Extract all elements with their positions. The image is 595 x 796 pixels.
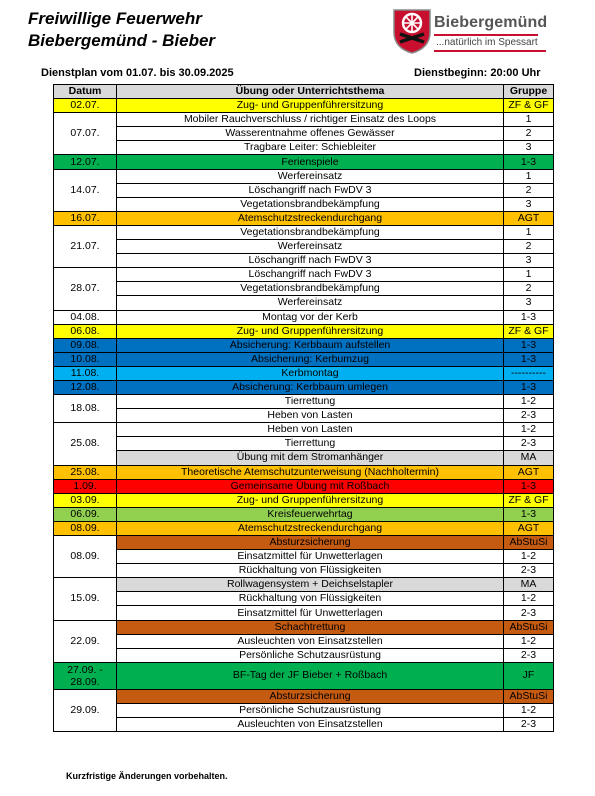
group-cell: ----------	[504, 366, 554, 380]
table-row	[54, 465, 554, 479]
topic-cell: Persönliche Schutzausrüstung	[117, 703, 504, 717]
date-cell: 12.07.	[54, 155, 117, 169]
table-row	[54, 338, 554, 352]
table-row	[54, 606, 554, 620]
topic-cell: Vegetationsbrandbekämpfung	[117, 225, 504, 239]
table-row	[54, 197, 554, 211]
topic-cell: Tierrettung	[117, 437, 504, 451]
start-time: Dienstbeginn: 20:00 Uhr	[414, 67, 541, 79]
table-row	[54, 155, 554, 169]
date-cell: 09.08.	[54, 338, 117, 352]
date-cell: 02.07.	[54, 99, 117, 113]
topic-cell: Absicherung: Kerbbaum aufstellen	[117, 338, 504, 352]
group-cell: MA	[504, 451, 554, 465]
plan-period: Dienstplan vom 01.07. bis 30.09.2025	[41, 67, 234, 79]
topic-cell: Montag vor der Kerb	[117, 310, 504, 324]
footer-note: Kurzfristige Änderungen vorbehalten.	[66, 771, 228, 781]
topic-cell: Zug- und Gruppenführersitzung	[117, 99, 504, 113]
table-row	[54, 592, 554, 606]
group-cell: 3	[504, 254, 554, 268]
group-cell: 2-3	[504, 606, 554, 620]
topic-cell: Tragbare Leiter: Schiebleiter	[117, 141, 504, 155]
table-row	[54, 254, 554, 268]
coat-of-arms-icon	[392, 8, 432, 54]
group-cell: 2	[504, 282, 554, 296]
logo-underline	[434, 50, 546, 52]
table-row	[54, 634, 554, 648]
topic-cell: Heben von Lasten	[117, 423, 504, 437]
date-cell: 25.08.	[54, 423, 117, 465]
group-cell: MA	[504, 578, 554, 592]
table-row	[54, 507, 554, 521]
date-cell: 15.09.	[54, 578, 117, 620]
table-row	[54, 127, 554, 141]
table-row	[54, 240, 554, 254]
table-row	[54, 225, 554, 239]
topic-cell: Werfereinsatz	[117, 296, 504, 310]
date-cell: 1.09.	[54, 479, 117, 493]
date-cell: 08.09.	[54, 536, 117, 578]
group-cell: 3	[504, 141, 554, 155]
topic-cell: Zug- und Gruppenführersitzung	[117, 324, 504, 338]
date-cell: 06.08.	[54, 324, 117, 338]
column-header-group: Gruppe	[504, 85, 554, 99]
group-cell: ZF & GF	[504, 99, 554, 113]
title-line-1: Freiwillige Feuerwehr	[28, 9, 202, 28]
group-cell: 1-3	[504, 155, 554, 169]
topic-cell: Schachtrettung	[117, 620, 504, 634]
table-row	[54, 183, 554, 197]
topic-cell: Werfereinsatz	[117, 240, 504, 254]
table-row	[54, 564, 554, 578]
group-cell: AbStuSi	[504, 689, 554, 703]
date-cell: 04.08.	[54, 310, 117, 324]
date-cell: 25.08.	[54, 465, 117, 479]
topic-cell: Übung mit dem Stromanhänger	[117, 451, 504, 465]
topic-cell: Theoretische Atemschutzunterweisung (Nachholtermin)	[117, 465, 504, 479]
table-row	[54, 113, 554, 127]
table-row	[54, 648, 554, 662]
topic-cell: Atemschutzstreckendurchgang	[117, 211, 504, 225]
topic-cell: Absicherung: Kerbbaum umlegen	[117, 380, 504, 394]
group-cell: 1-3	[504, 380, 554, 394]
date-cell: 18.08.	[54, 395, 117, 423]
group-cell: 1	[504, 113, 554, 127]
topic-cell: Rollwagensystem + Deichselstapler	[117, 578, 504, 592]
group-cell: ZF & GF	[504, 493, 554, 507]
topic-cell: Einsatzmittel für Unwetterlagen	[117, 606, 504, 620]
municipality-logo	[388, 6, 560, 58]
date-cell: 07.07.	[54, 113, 117, 155]
table-row	[54, 536, 554, 550]
group-cell: 1-2	[504, 703, 554, 717]
group-cell: 1-2	[504, 592, 554, 606]
topic-cell: Kreisfeuerwehrtag	[117, 507, 504, 521]
table-row	[54, 310, 554, 324]
date-cell: 14.07.	[54, 169, 117, 211]
topic-cell: Vegetationsbrandbekämpfung	[117, 197, 504, 211]
group-cell: AGT	[504, 465, 554, 479]
table-header-row	[54, 85, 554, 99]
group-cell: AbStuSi	[504, 536, 554, 550]
topic-cell: Ferienspiele	[117, 155, 504, 169]
topic-cell: Ausleuchten von Einsatzstellen	[117, 718, 504, 732]
group-cell: AGT	[504, 211, 554, 225]
date-cell: 21.07.	[54, 225, 117, 267]
group-cell: 1-2	[504, 550, 554, 564]
group-cell: 2	[504, 240, 554, 254]
table-row	[54, 296, 554, 310]
table-row	[54, 578, 554, 592]
topic-cell: Ausleuchten von Einsatzstellen	[117, 634, 504, 648]
group-cell: 2-3	[504, 409, 554, 423]
group-cell: 2-3	[504, 648, 554, 662]
table-row	[54, 169, 554, 183]
table-row	[54, 423, 554, 437]
group-cell: AbStuSi	[504, 620, 554, 634]
group-cell: 1	[504, 268, 554, 282]
logo-divider	[434, 34, 538, 36]
date-cell: 10.08.	[54, 352, 117, 366]
group-cell: 2-3	[504, 564, 554, 578]
date-cell: 12.08.	[54, 380, 117, 394]
logo-brand-text: Biebergemünd	[434, 14, 548, 31]
table-row	[54, 451, 554, 465]
table-row	[54, 380, 554, 394]
group-cell: 1	[504, 169, 554, 183]
table-row	[54, 141, 554, 155]
group-cell: 1-3	[504, 479, 554, 493]
date-cell: 11.08.	[54, 366, 117, 380]
group-cell: 2	[504, 127, 554, 141]
topic-cell: Zug- und Gruppenführersitzung	[117, 493, 504, 507]
schedule-table	[53, 84, 554, 732]
group-cell: AGT	[504, 521, 554, 535]
date-cell: 06.09.	[54, 507, 117, 521]
title-line-2: Biebergemünd - Bieber	[28, 31, 216, 50]
table-row	[54, 437, 554, 451]
topic-cell: Absicherung: Kerbumzug	[117, 352, 504, 366]
topic-cell: BF-Tag der JF Bieber + Roßbach	[117, 662, 504, 689]
topic-cell: Kerbmontag	[117, 366, 504, 380]
table-row	[54, 718, 554, 732]
topic-cell: Gemeinsame Übung mit Roßbach	[117, 479, 504, 493]
group-cell: 1-2	[504, 423, 554, 437]
topic-cell: Rückhaltung von Flüssigkeiten	[117, 592, 504, 606]
group-cell: 3	[504, 197, 554, 211]
topic-cell: Tierrettung	[117, 395, 504, 409]
table-row	[54, 99, 554, 113]
date-cell: 16.07.	[54, 211, 117, 225]
topic-cell: Heben von Lasten	[117, 409, 504, 423]
table-row	[54, 662, 554, 689]
date-cell: 27.09. - 28.09.	[54, 662, 117, 689]
date-cell: 22.09.	[54, 620, 117, 662]
topic-cell: Absturzsicherung	[117, 689, 504, 703]
table-row	[54, 703, 554, 717]
date-cell: 08.09.	[54, 521, 117, 535]
group-cell: 1-3	[504, 507, 554, 521]
topic-cell: Persönliche Schutzausrüstung	[117, 648, 504, 662]
date-cell: 29.09.	[54, 689, 117, 731]
table-row	[54, 324, 554, 338]
date-cell: 28.07.	[54, 268, 117, 310]
topic-cell: Atemschutzstreckendurchgang	[117, 521, 504, 535]
topic-cell: Mobiler Rauchverschluss / richtiger Einsatz des Loops	[117, 113, 504, 127]
group-cell: 2-3	[504, 437, 554, 451]
date-cell: 03.09.	[54, 493, 117, 507]
table-row	[54, 268, 554, 282]
table-row	[54, 479, 554, 493]
group-cell: 1-2	[504, 634, 554, 648]
topic-cell: Löschangriff nach FwDV 3	[117, 268, 504, 282]
topic-cell: Einsatzmittel für Unwetterlagen	[117, 550, 504, 564]
group-cell: 2	[504, 183, 554, 197]
table-row	[54, 493, 554, 507]
table-row	[54, 409, 554, 423]
group-cell: 1-3	[504, 352, 554, 366]
group-cell: 1	[504, 225, 554, 239]
topic-cell: Löschangriff nach FwDV 3	[117, 254, 504, 268]
group-cell: 1-2	[504, 395, 554, 409]
topic-cell: Vegetationsbrandbekämpfung	[117, 282, 504, 296]
table-row	[54, 211, 554, 225]
group-cell: 1-3	[504, 338, 554, 352]
table-row	[54, 352, 554, 366]
table-row	[54, 366, 554, 380]
table-row	[54, 282, 554, 296]
table-row	[54, 620, 554, 634]
topic-cell: Werfereinsatz	[117, 169, 504, 183]
table-row	[54, 521, 554, 535]
topic-cell: Wasserentnahme offenes Gewässer	[117, 127, 504, 141]
column-header-date: Datum	[54, 85, 117, 99]
group-cell: 2-3	[504, 718, 554, 732]
group-cell: 3	[504, 296, 554, 310]
topic-cell: Rückhaltung von Flüssigkeiten	[117, 564, 504, 578]
topic-cell: Löschangriff nach FwDV 3	[117, 183, 504, 197]
group-cell: 1-3	[504, 310, 554, 324]
group-cell: ZF & GF	[504, 324, 554, 338]
table-row	[54, 395, 554, 409]
table-row	[54, 550, 554, 564]
column-header-topic: Übung oder Unterrichtsthema	[117, 85, 504, 99]
table-row	[54, 689, 554, 703]
logo-tagline: ...natürlich im Spessart	[436, 37, 538, 48]
group-cell: JF	[504, 662, 554, 689]
topic-cell: Absturzsicherung	[117, 536, 504, 550]
